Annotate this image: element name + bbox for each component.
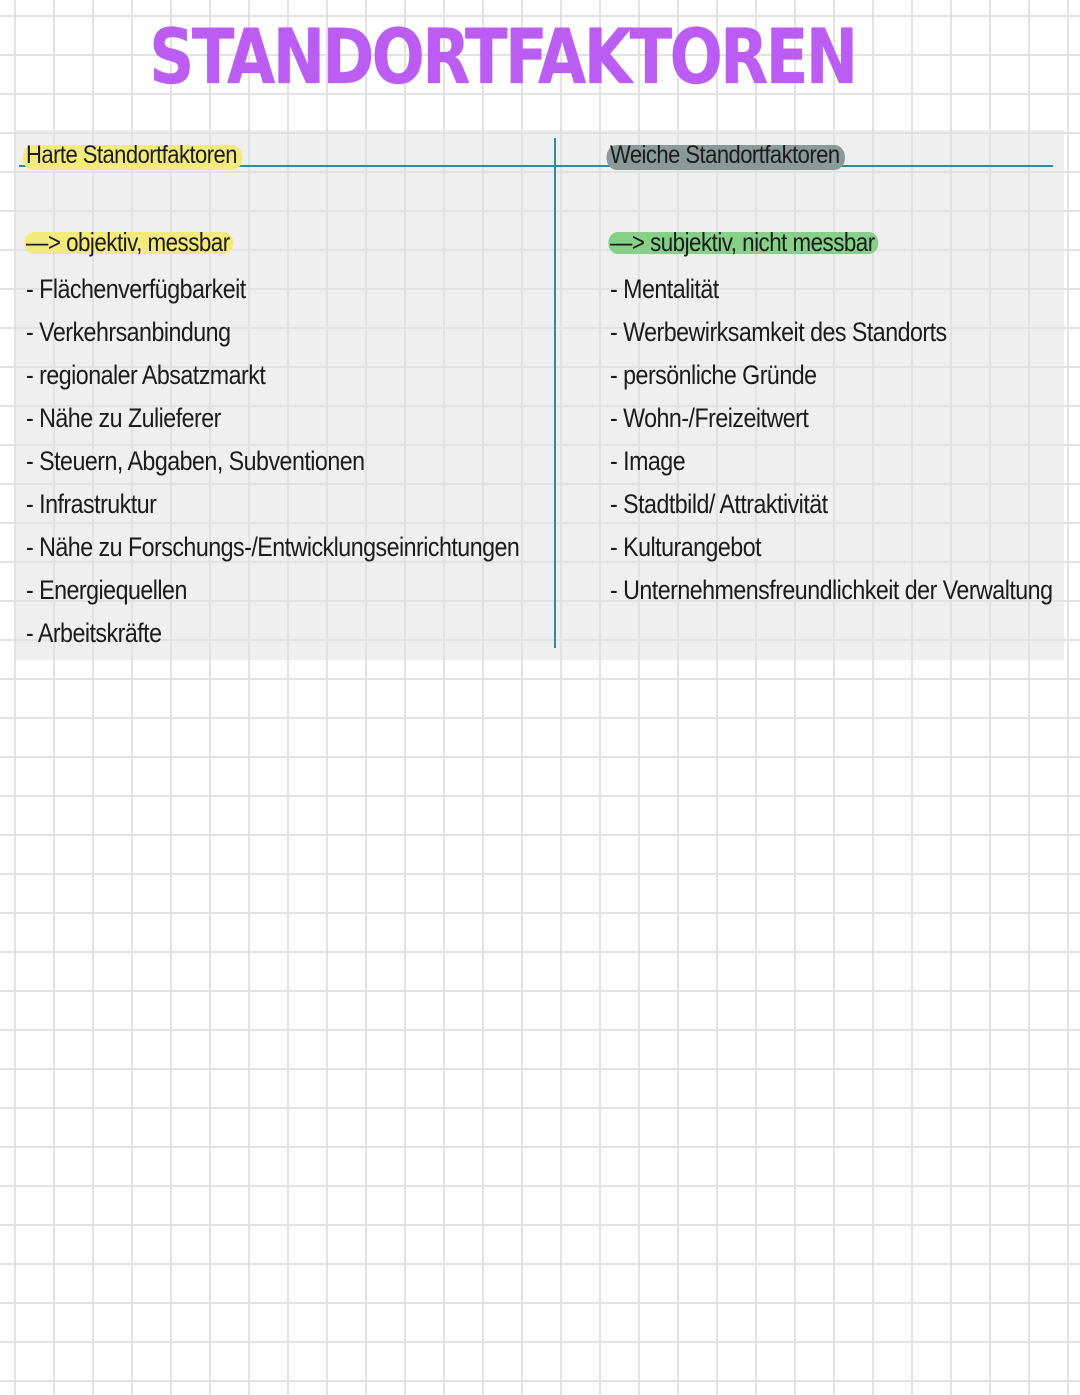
hard-factors-list: [26, 268, 600, 655]
list-item: - Image: [610, 446, 686, 476]
list-item: - Kulturangebot: [610, 532, 762, 562]
soft-factors-list: [610, 268, 1080, 612]
list-item: - Arbeitskräfte: [26, 618, 162, 648]
list-item: - Verkehrsanbindung: [26, 317, 231, 347]
page-title: STANDORTFAKTOREN: [149, 11, 856, 101]
list-item: - Flächenverfügbarkeit: [26, 274, 246, 304]
list-item: - Mentalität: [610, 274, 719, 304]
list-item: - Wohn-/Freizeitwert: [610, 403, 809, 433]
list-item: - Stadtbild/ Attraktivität: [610, 489, 828, 519]
column-hard-factors: [26, 138, 520, 648]
list-item: - persönliche Gründe: [610, 360, 817, 390]
column-heading-hard: Harte Standortfaktoren: [26, 138, 237, 172]
column-heading-soft: Weiche Standortfaktoren: [610, 138, 840, 172]
list-item: - Energiequellen: [26, 575, 187, 605]
column-subtitle-hard: —> objektiv, messbar: [26, 226, 230, 258]
list-item: - Nähe zu Forschungs-/Entwicklungseinrichtungen: [26, 532, 520, 562]
list-item: - Infrastruktur: [26, 489, 157, 519]
column-subtitle-soft: —> subjektiv, nicht messbar: [610, 226, 875, 258]
list-item: - Nähe zu Zulieferer: [26, 403, 221, 433]
list-item: - Werbewirksamkeit des Standorts: [610, 317, 947, 347]
list-item: - Steuern, Abgaben, Subventionen: [26, 446, 365, 476]
column-soft-factors: [610, 138, 1053, 605]
list-item: - regionaler Absatzmarkt: [26, 360, 266, 390]
list-item: - Unternehmensfreundlichkeit der Verwaltung: [610, 575, 1053, 605]
